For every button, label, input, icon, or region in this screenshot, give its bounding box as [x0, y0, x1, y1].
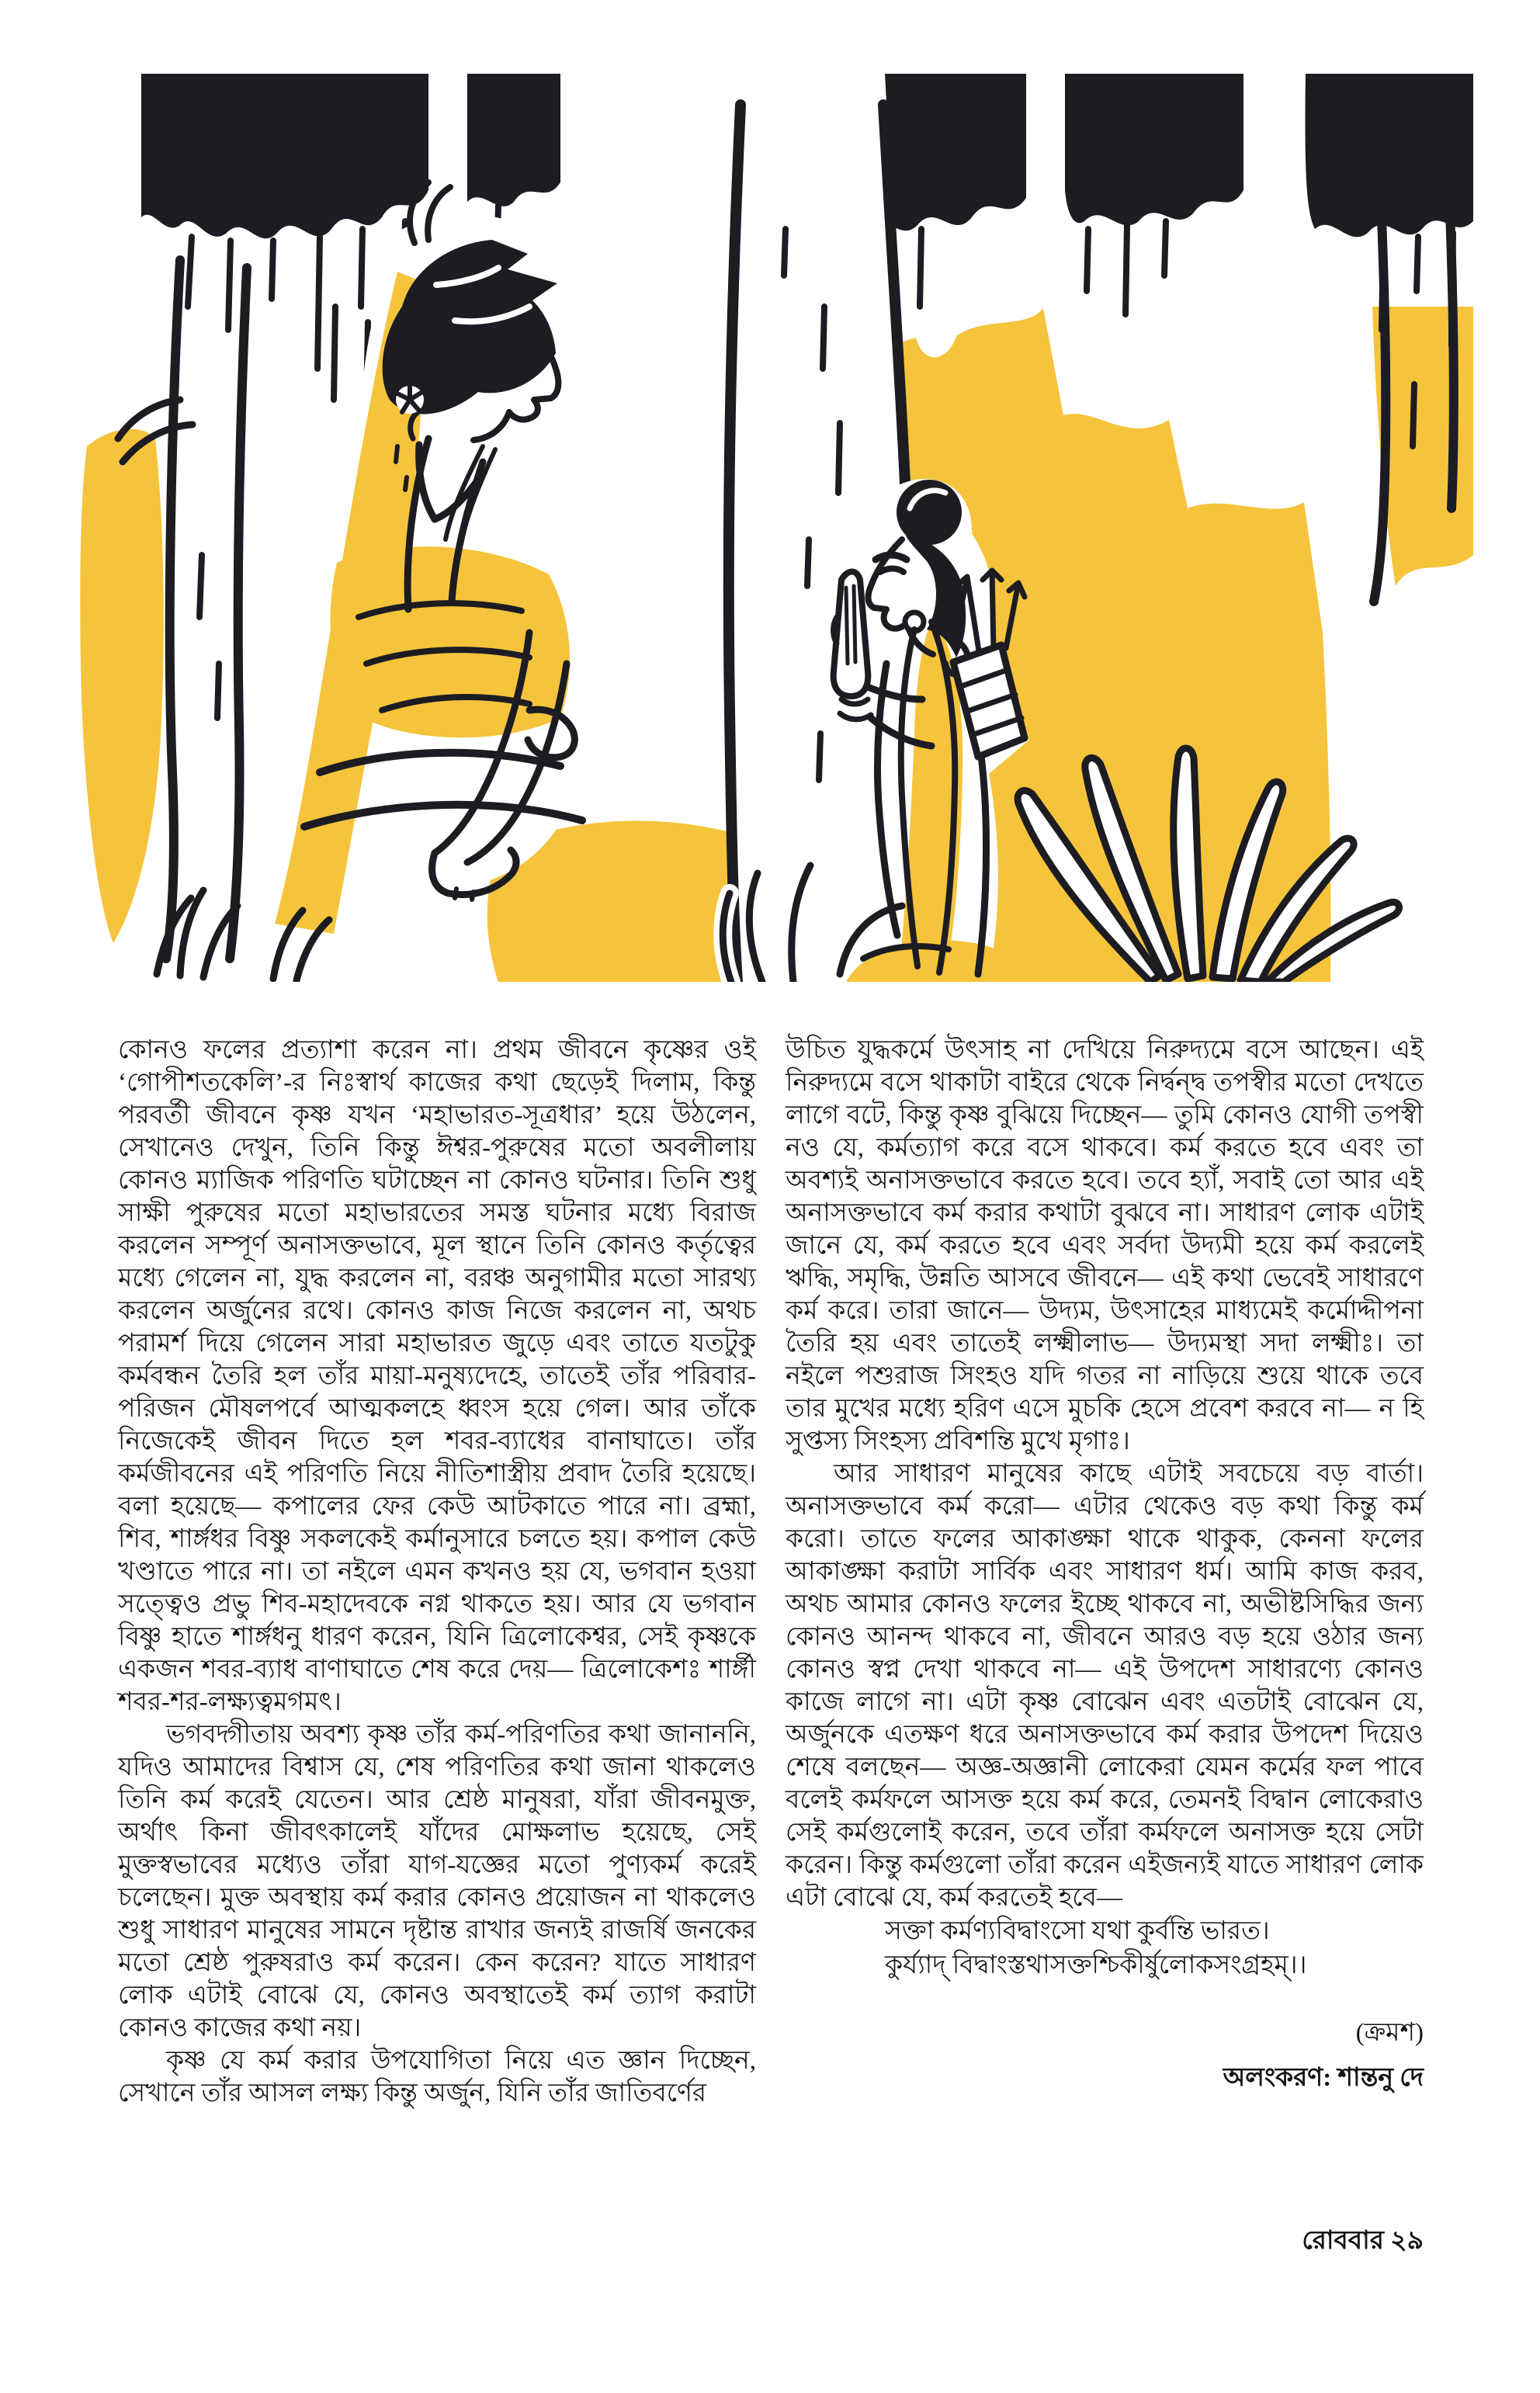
krishna-arjuna-illustration	[64, 74, 1476, 982]
continuation-marker: (ক্রমশ)	[1355, 2019, 1424, 2047]
paragraph: কোনও ফলের প্রত্যাশা করেন না। প্রথম জীবনে কৃষ্ণের ওই ‘গোপীশতকেলি’-র নিঃস্বার্থ কাজের কথা ছেড়েই দিলাম, কিন্তু পরবর্তী জীবনে কৃষ্ণ যখন ‘মহাভারত-সূত্রধার’ হয়ে উঠলেন, সেখানেও দেখুন, তিনি কিন্তু ঈশ্বর-পুরুষের মতো অবলীলায় কোনও ম্যাজিক পরিণতি ঘটাচ্ছেন না কোনও ঘটনার। তিনি শুধু সাক্ষী পুরুষের মতো মহাভারতের সমস্ত ঘটনার মধ্যে বিরাজ করলেন সম্পূর্ণ অনাসক্তভাবে, মূল স্থানে তিনি কোনও কর্তৃত্বের মধ্যে গেলেন না, যুদ্ধ করলেন না, বরঞ্চ অনুগামীর মতো সারথ্য করলেন অর্জুনের রথে। কোনও কাজ নিজে করলেন না, অথচ পরামর্শ দিয়ে গেলেন সারা মহাভারত জুড়ে এবং তাতে যতটুকু কর্মবন্ধন তৈরি হল তাঁর মায়া-মনুষ্যদেহে, তাতেই তাঁর পরিবার-পরিজন মৌষলপর্বে আত্মকলহে ধ্বংস হয়ে গেল। আর তাঁকে নিজেকেই জীবন দিতে হল শবর-ব্যাধের বানাঘাতে। তাঁর কর্মজীবনের এই পরিণতি নিয়ে নীতিশাস্ত্রীয় প্রবাদ তৈরি হয়েছে। বলা হয়েছে— কপালের ফের কেউ আটকাতে পারে না। ব্রহ্মা, শিব, শার্ঙ্গধর বিষ্ণু সকলকেই কর্মানুসারে চলতে হয়। কপাল কেউ খণ্ডাতে পারে না। তা নইলে এমন কখনও হয় যে, ভগবান হওয়া সত্ত্বেও প্রভু শিব-মহাদেবকে নগ্ন থাকতে হয়। আর যে ভগবান বিষ্ণু হাতে শার্ঙ্গধনু ধারণ করেন, যিনি ত্রিলোকেশ্বর, সেই কৃষ্ণকে একজন শবর-ব্যাধ বাণাঘাতে শেষ করে দেয়— ত্রিলোকেশঃ শার্ঙ্গী শবর-শর-লক্ষ্যত্বমগমৎ।	[118, 1036, 756, 1716]
illustrator-credit: অলংকরণ: শান্তনু দে	[1223, 2064, 1424, 2092]
illustration-canvas	[64, 74, 1476, 982]
krishna-figure	[275, 182, 609, 934]
page-number: রোববার ২৯	[1302, 2227, 1424, 2255]
paragraph: ভগবদ্গীতায় অবশ্য কৃষ্ণ তাঁর কর্ম-পরিণতির কথা জানাননি, যদিও আমাদের বিশ্বাস যে, শেষ পরিণতির কথা জানা থাকলেও তিনি কর্ম করেই যেতেন। আর শ্রেষ্ঠ মানুষরা, যাঁরা জীবনমুক্ত, অর্থাৎ কিনা জীবৎকালেই যাঁদের মোক্ষলাভ হয়েছে, সেই মুক্তস্বভাবের মধ্যেও তাঁরা যাগ-যজ্ঞের মতো পুণ্যকর্ম করেই চলেছেন। মুক্ত অবস্থায় কর্ম করার কোনও প্রয়োজন না থাকলেও শুধু সাধারণ মানুষের সামনে দৃষ্টান্ত রাখার জন্যই রাজর্ষি জনকের মতো শ্রেষ্ঠ পুরুষরাও কর্ম করেন। কেন করেন? যাতে সাধারণ লোক এটাই বোঝে যে, কোনও অবস্থাতেই কর্ম ত্যাগ করাটা কোনও কাজের কথা নয়।	[118, 1721, 756, 2042]
verse-line: কুর্য্যাদ্ বিদ্বাংস্তথাসক্তশ্চিকীর্ষুলোকসংগ্রহম্।।	[885, 1951, 1307, 1979]
paragraph: আর সাধারণ মানুষের কাছে এটাই সবচেয়ে বড় বার্তা। অনাসক্তভাবে কর্ম করো— এটার থেকেও বড় কথা কিন্তু কর্ম করো। তাতে ফলের আকাঙ্ক্ষা থাকে থাকুক, কেননা ফলের আকাঙ্ক্ষা করাটা সার্বিক এবং সাধারণ ধর্ম। আমি কাজ করব, অথচ আমার কোনও ফলের ইচ্ছে থাকবে না, অভীষ্টসিদ্ধির জন্য কোনও আনন্দ থাকবে না, জীবনে আরও বড় হয়ে ওঠার জন্য কোনও স্বপ্ন দেখা থাকবে না— এই উপদেশ সাধারণ্যে কোনও কাজে লাগে না। এটা কৃষ্ণ বোঝেন এবং এতটাই বোঝেন যে, অর্জুনকে এতক্ষণ ধরে অনাসক্তভাবে কর্ম করার উপদেশ দিয়েও শেষে বলছেন— অজ্ঞ-অজ্ঞানী লোকেরা যেমন কর্মের ফল পাবে বলেই কর্মফলে আসক্ত হয়ে কর্ম করে, তেমনই বিদ্বান লোকেরাও সেই কর্মগুলোই করেন, তবে তাঁরা কর্মফলে অনাসক্ত হয়ে সেটা করেন। কিন্তু কর্মগুলো তাঁরা করেন এইজন্যই যাতে সাধারণ লোক এটা বোঝে যে, কর্ম করতেই হবে—	[786, 1460, 1424, 1912]
article-column-right	[786, 1034, 1424, 2094]
article-column-left	[118, 1034, 756, 2110]
paragraph: কৃষ্ণ যে কর্ম করার উপযোগিতা নিয়ে এত জ্ঞান দিচ্ছেন, সেখানে তাঁর আসল লক্ষ্য কিন্তু অর্জুন, যিনি তাঁর জাতিবর্ণের	[118, 2047, 756, 2107]
verse-line: সক্তা কর্মণ্যবিদ্বাংসো যথা কুর্বন্তি ভারত।	[885, 1917, 1270, 1945]
sanskrit-verse	[885, 1914, 1424, 1982]
paragraph: উচিত যুদ্ধকর্মে উৎসাহ না দেখিয়ে নিরুদ্যমে বসে আছেন। এই নিরুদ্যমে বসে থাকাটা বাইরে থেকে নির্দ্বন্দ্ব তপস্বীর মতো দেখতে লাগে বটে, কিন্তু কৃষ্ণ বুঝিয়ে দিচ্ছেন— তুমি কোনও যোগী তপস্বী নও যে, কর্মত্যাগ করে বসে থাকবে। কর্ম করতে হবে এবং তা অবশ্যই অনাসক্তভাবে করতে হবে। তবে হ্যাঁ, সবাই তো আর এই অনাসক্তভাবে কর্ম করার কথাটা বুঝবে না। সাধারণ লোক এটাই জানে যে, কর্ম করতে হবে এবং সর্বদা উদ্যমী হয়ে কর্ম করলেই ঋদ্ধি, সমৃদ্ধি, উন্নতি আসবে জীবনে— এই কথা ভেবেই সাধারণে কর্ম করে। তারা জানে— উদ্যম, উৎসাহের মাধ্যমেই কর্মোদ্দীপনা তৈরি হয় এবং তাতেই লক্ষ্মীলাভ— উদ্যমস্থা সদা লক্ষ্মীঃ। তা নইলে পশুরাজ সিংহও যদি গতর না নাড়িয়ে শুয়ে থাকে তবে তার মুখের মধ্যে হরিণ এসে মুচকি হেসে প্রবেশ করবে না— ন হি সুপ্তস্য সিংহস্য প্রবিশন্তি মুখে মৃগাঃ।	[786, 1036, 1424, 1455]
